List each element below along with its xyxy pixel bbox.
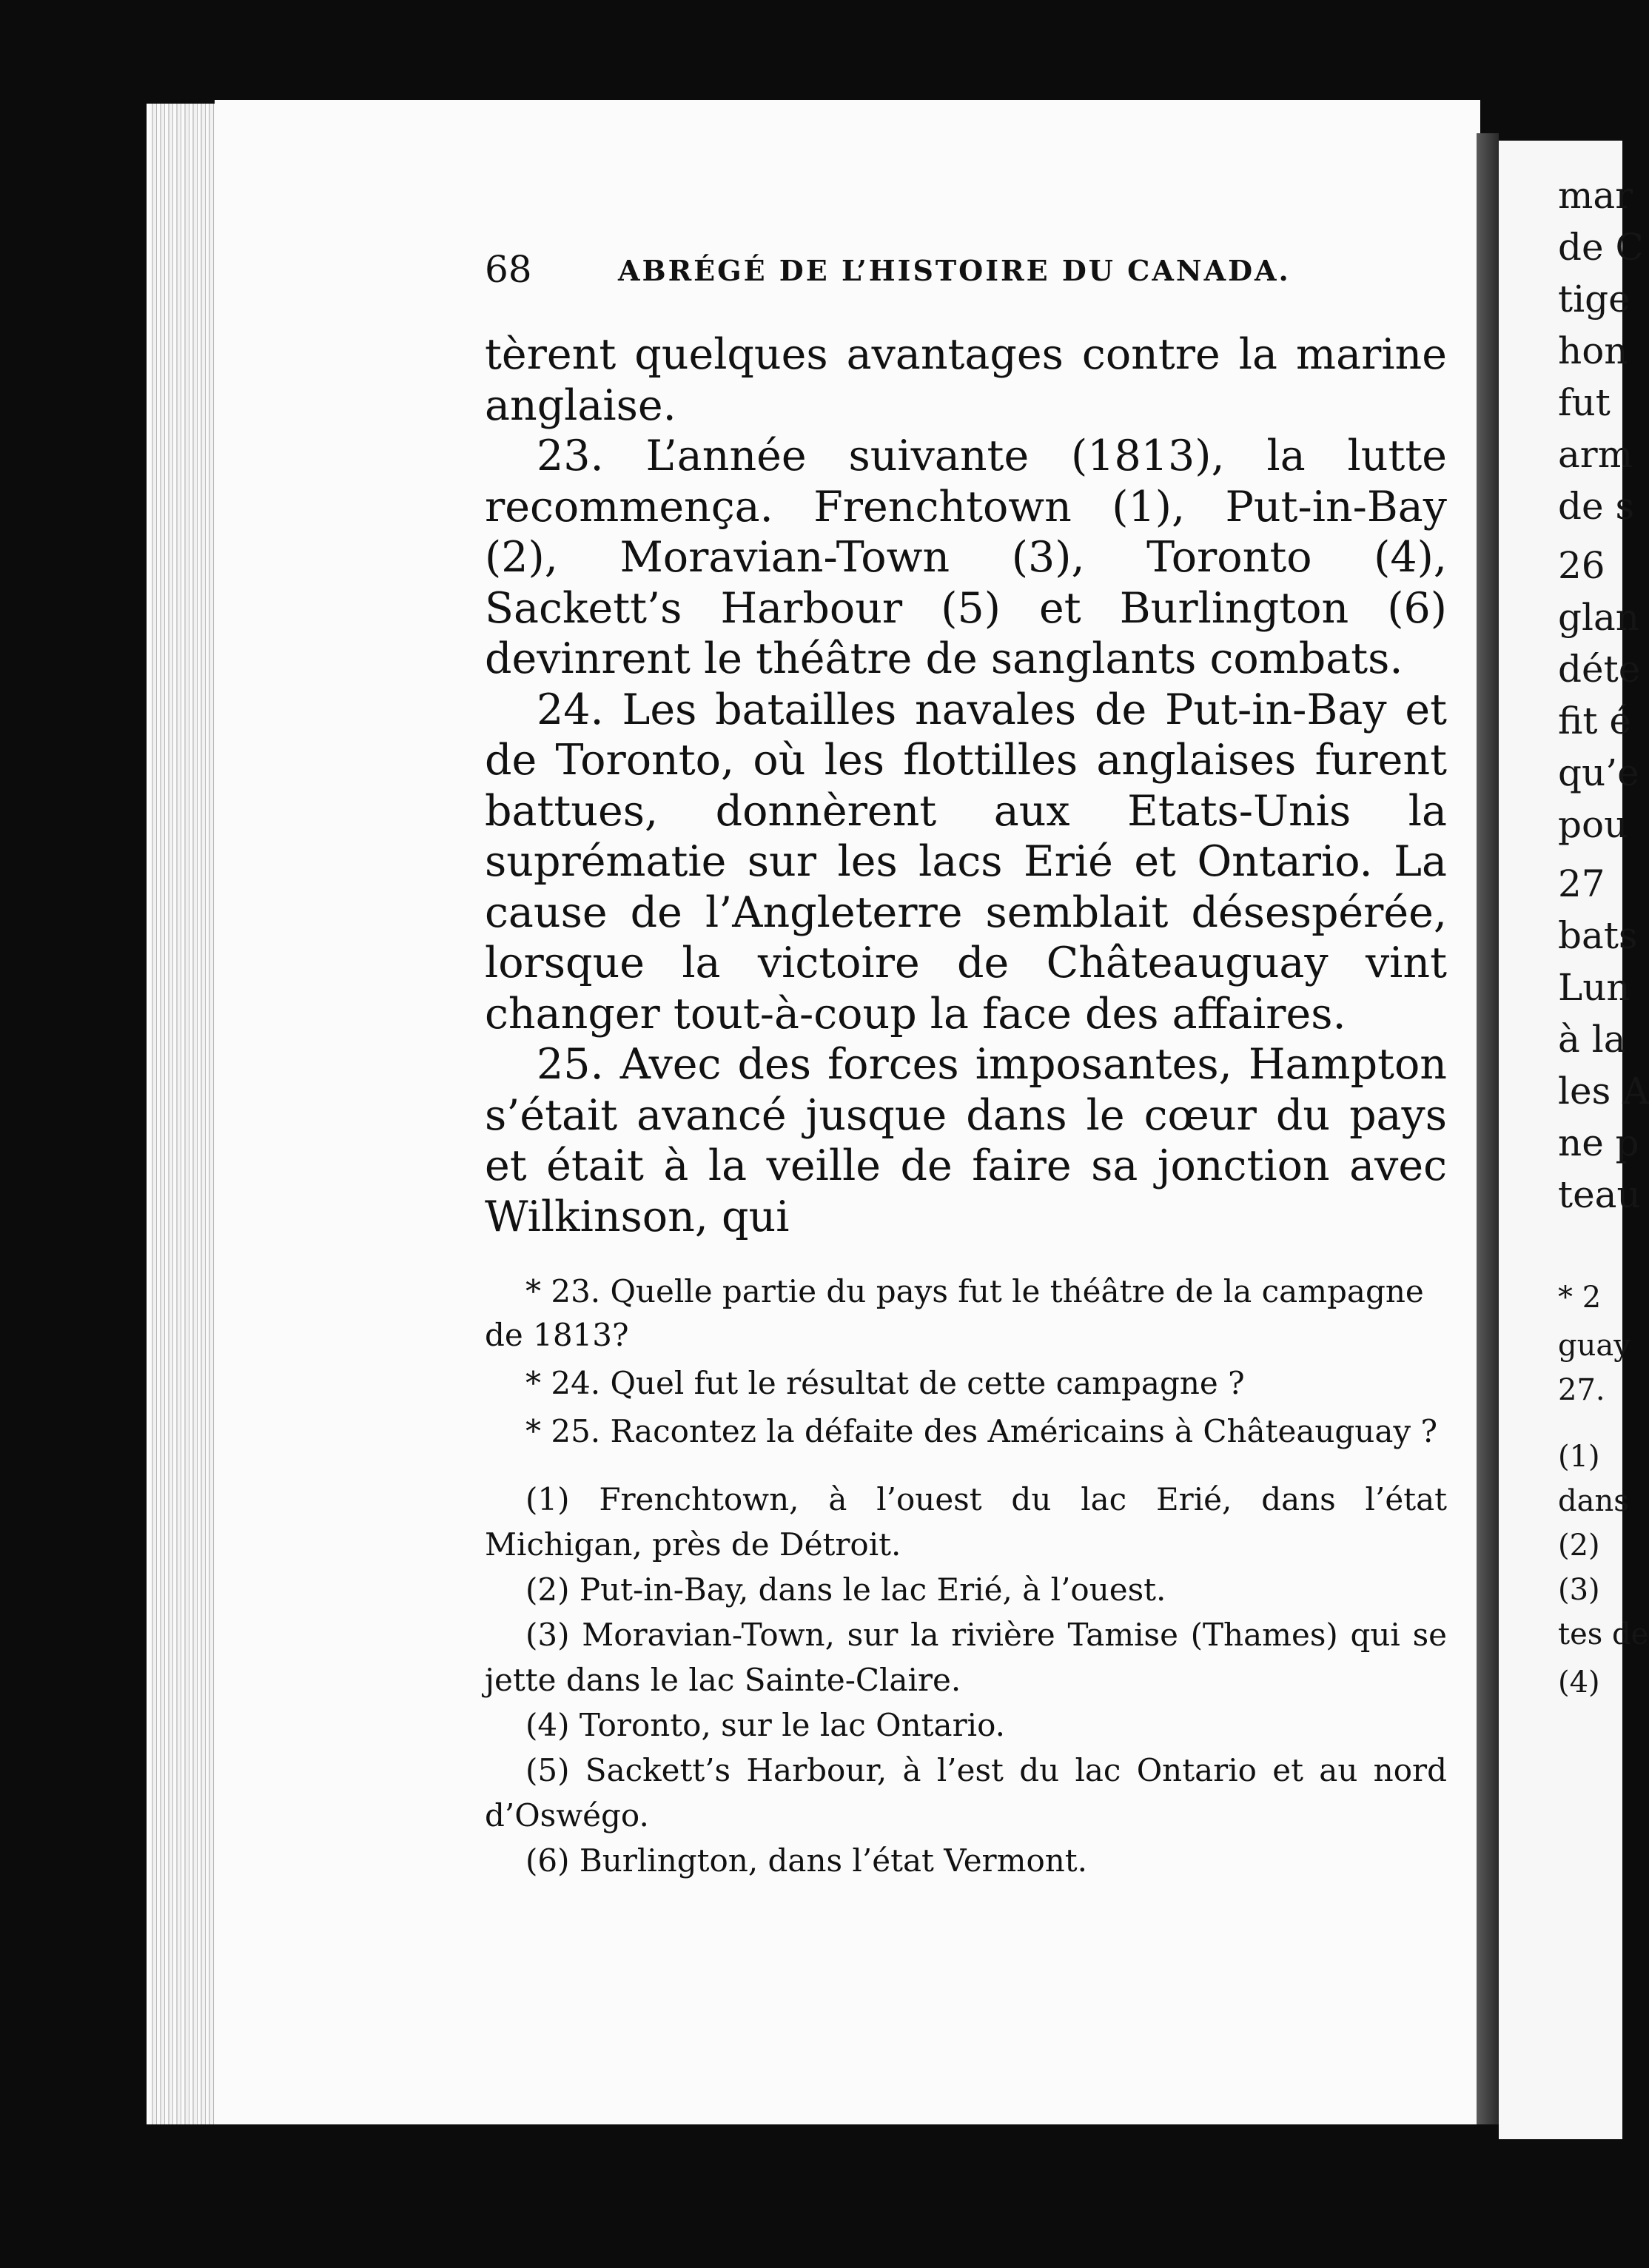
adjacent-text-fragment: 27 bbox=[1558, 862, 1605, 905]
adjacent-text-fragment: (2) bbox=[1558, 1529, 1600, 1563]
adjacent-text-fragment: teau bbox=[1558, 1173, 1641, 1216]
adjacent-text-fragment: les A bbox=[1558, 1070, 1649, 1113]
adjacent-text-fragment: de s bbox=[1558, 485, 1635, 528]
running-title: ABRÉGÉ DE L’HISTOIRE DU CANADA. bbox=[618, 254, 1291, 287]
paragraph: 24. Les batailles navales de Put-in-Bay et de Toronto, où les flottilles anglaises furent battues, donnèrent aux Etats-Unis la suprématie sur les lacs Erié et Ontario. La cause de l’Angleterre semblait désespérée, lorsque la victoire de Châteauguay vint changer tout-à-coup la face des affaires. bbox=[485, 685, 1447, 1039]
adjacent-text-fragment: qu’e bbox=[1558, 751, 1639, 794]
footnote: (3) Moravian-Town, sur la rivière Tamise (Thames) qui se jette dans le lac Sainte-Claire. bbox=[485, 1617, 1447, 1698]
running-head bbox=[485, 248, 1299, 292]
adjacent-text-fragment: 26 bbox=[1558, 544, 1605, 587]
adjacent-text-fragment: mar bbox=[1558, 174, 1633, 217]
footnote: (5) Sackett’s Harbour, à l’est du lac Ontario et au nord d’Oswégo. bbox=[485, 1752, 1447, 1833]
adjacent-text-fragment: hon bbox=[1558, 329, 1628, 372]
adjacent-text-fragment: (4) bbox=[1558, 1665, 1600, 1700]
footnote: (2) Put-in-Bay, dans le lac Erié, à l’ouest. bbox=[525, 1571, 1166, 1608]
adjacent-text-fragment: à la bbox=[1558, 1018, 1626, 1061]
adjacent-text-fragment: guay bbox=[1558, 1329, 1630, 1363]
book-page-edges bbox=[147, 104, 223, 2124]
adjacent-text-fragment: de C bbox=[1558, 226, 1644, 269]
question: * 24. Quel fut le résultat de cette campagne ? bbox=[525, 1365, 1245, 1401]
paragraph: tèrent quelques avantages contre la marine anglaise. bbox=[485, 330, 1447, 430]
review-questions bbox=[485, 1269, 1447, 1457]
question: * 25. Racontez la défaite des Américains à Châteauguay ? bbox=[525, 1413, 1437, 1449]
page-number: 68 bbox=[485, 248, 532, 291]
book-gutter bbox=[1477, 133, 1499, 2124]
question: * 23. Quelle partie du pays fut le théâtre de la campagne de 1813? bbox=[485, 1273, 1424, 1353]
footnote: (6) Burlington, dans l’état Vermont. bbox=[525, 1842, 1088, 1879]
main-text bbox=[485, 329, 1447, 1242]
footnote: (1) Frenchtown, à l’ouest du lac Erié, dans l’état Michigan, près de Détroit. bbox=[485, 1481, 1447, 1563]
adjacent-text-fragment: (3) bbox=[1558, 1573, 1600, 1607]
adjacent-page bbox=[1499, 141, 1649, 2139]
footnotes bbox=[485, 1477, 1447, 1883]
adjacent-text-fragment: fit é bbox=[1558, 699, 1631, 742]
adjacent-text-fragment: fut bbox=[1558, 381, 1611, 424]
adjacent-text-fragment: Lun bbox=[1558, 966, 1630, 1009]
adjacent-text-fragment: ne p bbox=[1558, 1121, 1639, 1164]
adjacent-text-fragment: pou bbox=[1558, 803, 1628, 846]
adjacent-text-fragment: 27. bbox=[1558, 1373, 1605, 1407]
adjacent-text-fragment: bats bbox=[1558, 914, 1638, 957]
adjacent-text-fragment: tes de bbox=[1558, 1617, 1649, 1651]
adjacent-text-fragment: déte bbox=[1558, 648, 1641, 691]
adjacent-text-fragment: dans bbox=[1558, 1484, 1629, 1518]
adjacent-text-fragment: tige bbox=[1558, 278, 1630, 321]
adjacent-text-fragment: (1) bbox=[1558, 1440, 1600, 1474]
footnote: (4) Toronto, sur le lac Ontario. bbox=[525, 1707, 1005, 1743]
paragraph: 25. Avec des forces imposantes, Hampton s’était avancé jusque dans le cœur du pays et était à la veille de faire sa jonction avec Wilkinson, qui bbox=[485, 1040, 1447, 1241]
paragraph: 23. L’année suivante (1813), la lutte recommença. Frenchtown (1), Put-in-Bay (2), Moravian-Town (3), Toronto (4), Sackett’s Harbour (5) et Burlington (6) devinrent le théâtre de sanglants combats. bbox=[485, 432, 1447, 683]
adjacent-text-fragment: glan bbox=[1558, 596, 1640, 639]
adjacent-text-fragment: * 2 bbox=[1558, 1281, 1602, 1315]
adjacent-text-fragment: arm bbox=[1558, 433, 1633, 476]
